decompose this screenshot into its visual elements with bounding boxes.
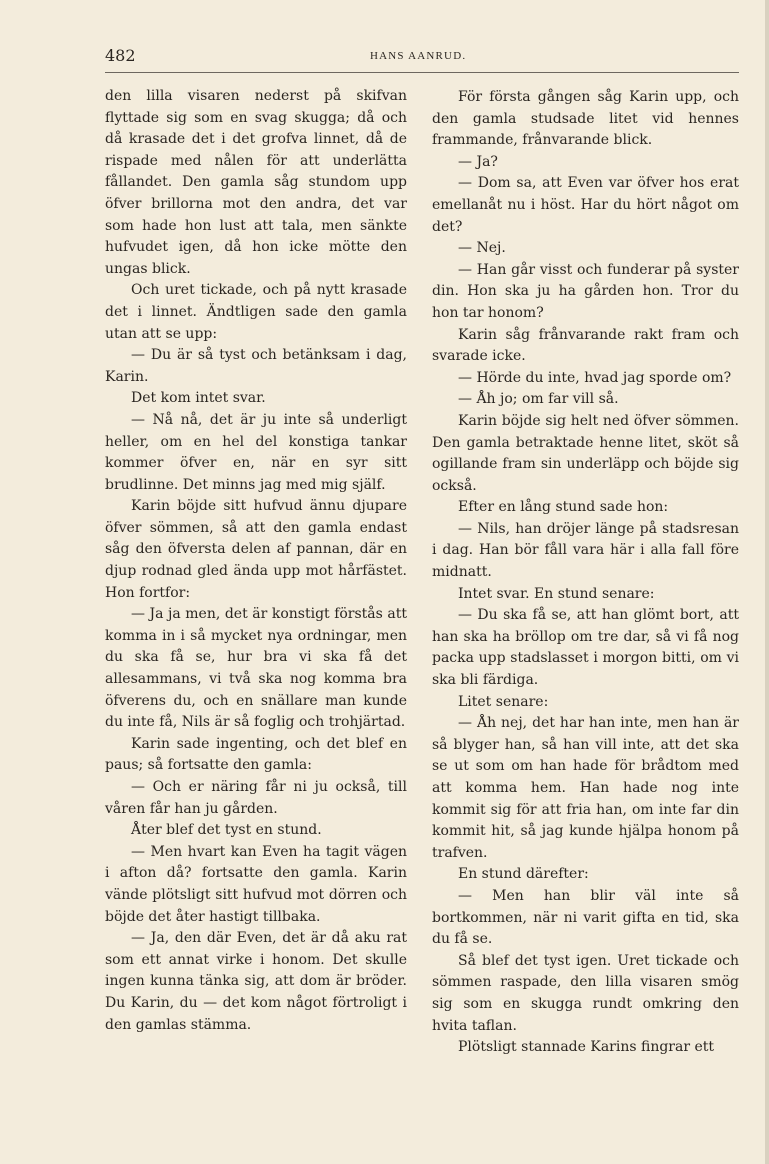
- paragraph: En stund därefter:: [458, 866, 589, 883]
- dialogue-line: — Och er näring får ni ju också, till våren får han ju gården.: [105, 779, 407, 817]
- dialogue-line: — Nej.: [458, 240, 506, 257]
- dialogue-line: — Åh jo; om far vill så.: [458, 391, 619, 408]
- dialogue-line: — Åh nej, det har han inte, men han är så blyger han, så han vill inte, att det ska se ut som om han hade för brådtom med att komma hem. Han hade nog inte kommit sig för att fria han, om inte far din kommit hit, så jag kunde hjälpa honom på trafven.: [432, 715, 739, 861]
- running-head: HANS AANRUD.: [370, 50, 467, 62]
- right-column: [432, 87, 739, 1059]
- paragraph: Intet svar. En stund senare:: [458, 585, 655, 602]
- dialogue-line: — Ja ja men, det är konstigt förstås att komma in i så mycket nya ordningar, men du ska få se, hur bra vi ska få det allesammans, vi två ska nog komma bra öfverens du, och en snällare man kunde du inte få, Nils är så foglig och trohjärtad.: [105, 606, 407, 731]
- dialogue-line: — Du ska få se, att han glömt bort, att han ska ha bröllop om tre dar, så vi få nog packa upp stadslasset i morgon bitti, om vi ska bli färdiga.: [432, 607, 739, 689]
- dialogue-line: — Du är så tyst och betänksam i dag, Karin.: [105, 347, 407, 385]
- paragraph: Så blef det tyst igen. Uret tickade och sömmen raspade, den lilla visaren smög sig som en skugga rundt omkring den hvita taflan.: [432, 952, 739, 1034]
- paragraph: Litet senare:: [458, 693, 549, 710]
- paragraph: Åter blef det tyst en stund.: [131, 822, 322, 839]
- dialogue-line: — Ja?: [458, 153, 498, 170]
- dialogue-line: — Nå nå, det är ju inte så underligt heller, om en hel del konstiga tankar kommer öfver en, när en syr sitt brudlinne. Det minns jag med mig själf.: [105, 411, 407, 493]
- dialogue-line: — Hörde du inte, hvad jag sporde om?: [458, 369, 732, 386]
- dialogue-line: — Ja, den där Even, det är då aku rat som ett annat virke i honom. Det skulle ingen kunna tänka sig, att dom är bröder. Du Karin, du — det kom något förtroligt i den gamlas stämma.: [105, 930, 407, 1033]
- page-header: [105, 46, 739, 73]
- page-number: 482: [105, 46, 136, 65]
- left-column: [105, 86, 407, 1036]
- dialogue-line: — Dom sa, att Even var öfver hos erat emellanåt nu i höst. Har du hört något om det?: [432, 175, 739, 235]
- paragraph: Karin sade ingenting, och det blef en paus; så fortsatte den gamla:: [105, 735, 407, 774]
- dialogue-line: — Men han blir väl inte så bortkommen, när ni varit gifta en tid, ska du få se.: [432, 887, 739, 948]
- paragraph: Efter en lång stund sade hon:: [458, 499, 669, 516]
- paragraph: Karin böjde sitt hufvud ännu djupare öfver sömmen, så att den gamla endast såg den öfversta delen af pannan, där en djup rodnad gled ända upp mot hårfästet. Hon fortfor:: [105, 498, 407, 601]
- paragraph: Och uret tickade, och på nytt krasade det i linnet. Ändtligen sade den gamla utan att se upp:: [105, 282, 407, 342]
- paragraph: Det kom intet svar.: [131, 390, 266, 407]
- dialogue-line: — Men hvart kan Even ha tagit vägen i afton då? fortsatte den gamla. Karin vände plötsligt sitt hufvud mot dörren och böjde det åter hastigt tillbaka.: [105, 843, 407, 925]
- dialogue-line: — Nils, han dröjer länge på stadsresan i dag. Han bör fåll vara här i alla fall före midnatt.: [432, 520, 739, 581]
- paragraph: Karin såg frånvarande rakt fram och svarade icke.: [432, 326, 739, 365]
- paragraph: Plötsligt stannade Karins fingrar ett: [458, 1039, 715, 1056]
- paragraph: Karin böjde sig helt ned öfver sömmen. Den gamla betraktade henne litet, sköt så ogillande fram sin underläpp och böjde sig också.: [432, 412, 739, 494]
- paragraph: den lilla visaren nederst på skifvan flyttade sig som en svag skugga; då och då krasade det i det grofva linnet, då de rispade med nålen för att underlätta fållandet. Den gamla såg stundom upp öfver brillorna mot den andra, det var som hade hon lust att tala, men sänkte hufvudet igen, då hon icke mötte den ungas blick.: [105, 88, 407, 277]
- paragraph: För första gången såg Karin upp, och den gamla studsade litet vid hennes frammande, frånvarande blick.: [432, 89, 739, 149]
- dialogue-line: — Han går visst och funderar på syster din. Hon ska ju ha gården hon. Tror du hon tar honom?: [432, 261, 739, 321]
